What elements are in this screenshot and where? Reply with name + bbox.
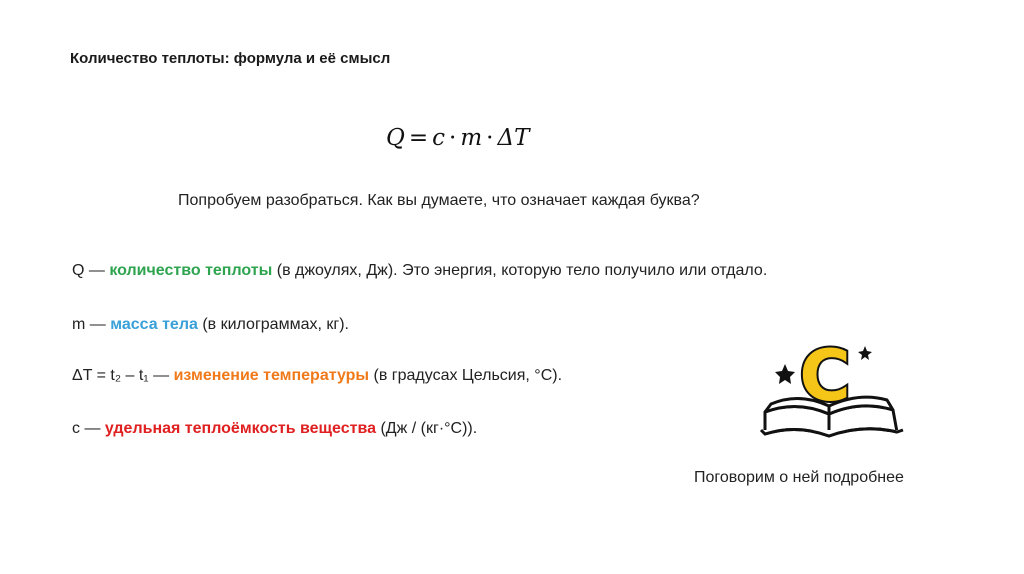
definition-c bbox=[72, 420, 477, 438]
definition-symbol: c — bbox=[72, 420, 105, 437]
formula-dot: · bbox=[449, 125, 457, 151]
formula-delta-t: ΔT bbox=[497, 125, 530, 151]
definition-term: масса тела bbox=[110, 316, 198, 333]
definition-symbol: Q — bbox=[72, 262, 110, 279]
definition-term: количество теплоты bbox=[109, 262, 273, 279]
formula-equals: = bbox=[408, 125, 429, 151]
definition-symbol: m — bbox=[72, 316, 111, 333]
definition-rest: (в килограммах, кг). bbox=[197, 316, 349, 333]
definition-symbol: ΔT = t₂ – t₁ — bbox=[72, 367, 174, 384]
letter-c-book-icon bbox=[757, 330, 907, 448]
question-text: Попробуем разобраться. Как вы думаете, что означает каждая буква? bbox=[178, 192, 700, 209]
definition-delta-t bbox=[72, 367, 562, 385]
formula-dot: · bbox=[486, 125, 494, 151]
caption-text: Поговорим о ней подробнее bbox=[694, 469, 904, 486]
definition-rest: (в джоулях, Дж). Это энергия, которую тело получило или отдало. bbox=[272, 262, 768, 279]
formula-c: c bbox=[432, 125, 446, 151]
formula-q: Q bbox=[386, 125, 405, 151]
definition-q bbox=[72, 262, 767, 280]
definition-term: удельная теплоёмкость вещества bbox=[104, 420, 376, 437]
definition-rest: (в градусах Цельсия, °C). bbox=[369, 367, 563, 384]
heat-formula bbox=[386, 125, 529, 151]
formula-m: m bbox=[460, 125, 483, 151]
definition-term: изменение температуры bbox=[173, 367, 370, 384]
definition-rest: (Дж / (кг·°C)). bbox=[376, 420, 478, 437]
slide-title: Количество теплоты: формула и её смысл bbox=[70, 50, 391, 67]
definition-m bbox=[72, 316, 349, 334]
letter-c: C bbox=[799, 335, 851, 417]
